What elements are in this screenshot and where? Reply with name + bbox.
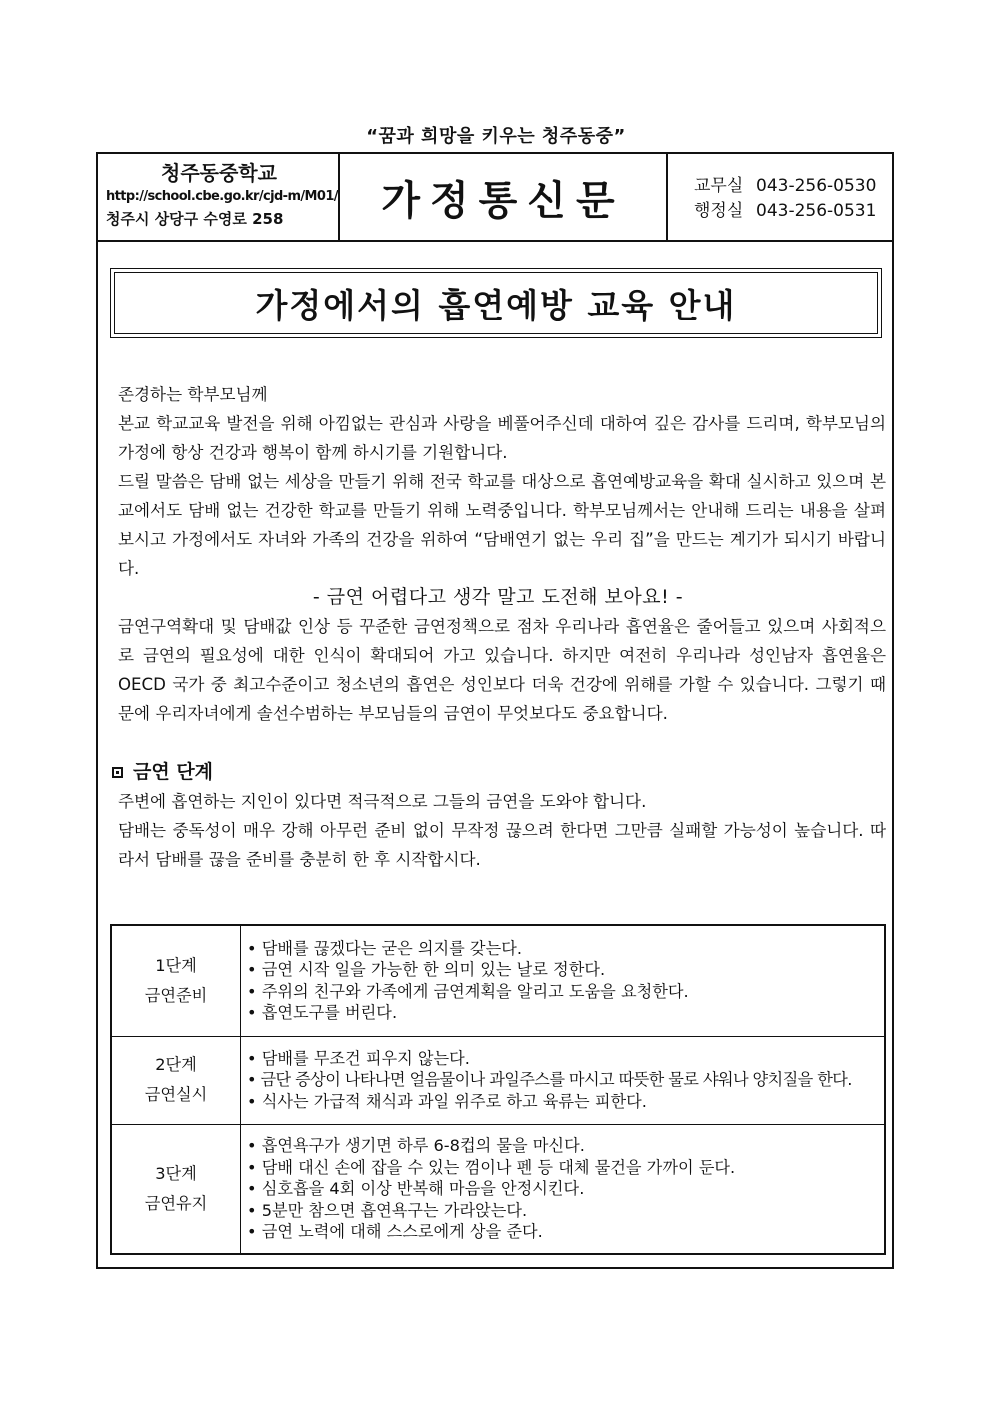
list-item: • 금연 노력에 대해 스스로에게 상을 준다. [247, 1221, 878, 1243]
step-name: 금연유지 [144, 1193, 208, 1213]
list-item: • 금연 시작 일을 가능한 한 의미 있는 날로 정한다. [247, 959, 878, 981]
contact-label: 교무실 [694, 176, 744, 196]
step-items-cell [241, 1036, 886, 1124]
step-label-cell [111, 925, 241, 1036]
table-row [111, 1124, 885, 1254]
slogan: - 금연 어렵다고 생각 말고 도전해 보아요! - [312, 586, 684, 608]
intro-paragraph: 드릴 말씀은 담배 없는 세상을 만들기 위해 전국 학교를 대상으로 흡연예방교육을 확대 실시하고 있으며 본교에서도 담배 없는 건강한 학교를 만들기 위해 노력중입니다. 학부모님께서는 안내해 드리는 내용을 살펴보시고 가정에서도 자녀와 가족의 건강을 위하여 “담배연기 없는 우리 집”을 만드는 계기가 되시기 바랍니다. [118, 472, 886, 578]
step-items-cell [241, 925, 886, 1036]
list-item: • 심호흡을 4회 이상 반복해 마음을 안정시킨다. [247, 1178, 878, 1200]
square-bullet-icon [112, 767, 123, 778]
list-item: • 담배를 무조건 피우지 않는다. [247, 1048, 878, 1070]
contact-phone: 043-256-0531 [756, 201, 877, 221]
section-line: 주변에 흡연하는 지인이 있다면 적극적으로 그들의 금연을 도와야 합니다. [118, 792, 647, 811]
list-item: • 흡연욕구가 생기면 하루 6-8컵의 물을 마신다. [247, 1135, 878, 1157]
contact-label: 행정실 [694, 201, 744, 221]
list-item: • 담배를 끊겠다는 굳은 의지를 갖는다. [247, 938, 878, 960]
newsletter-title: 가정통신문 [340, 154, 668, 240]
step-name: 금연준비 [144, 985, 208, 1005]
contact-row [694, 199, 892, 224]
policy-paragraph: 금연구역확대 및 담배값 인상 등 꾸준한 금연정책으로 점차 우리나라 흡연율은 줄어들고 있으며 사회적으로 금연의 필요성에 대한 인식이 확대되어 가고 있습니다. 하지만 여전히 우리나라 성인남자 흡연율은 OECD 국가 중 최고수준이고 청소년의 흡연은 성인보다 더욱 건강에 위해를 가할 수 있습니다. 그렇기 때문에 우리자녀에게 솔선수범하는 부모님들의 금연이 무엇보다도 중요합니다. [118, 617, 886, 723]
letter-body [110, 380, 886, 874]
step-label-cell [111, 1124, 241, 1254]
contact-phone: 043-256-0530 [756, 176, 877, 196]
table-row [111, 1036, 885, 1124]
title-box [110, 268, 882, 338]
list-item: • 금단 증상이 나타나면 얼음물이나 과일주스를 마시고 따뜻한 물로 샤워나 양치질을 한다. [247, 1069, 878, 1091]
list-item: • 담배 대신 손에 잡을 수 있는 껌이나 펜 등 대체 물건을 가까이 둔다. [247, 1157, 878, 1179]
step-number: 2단계 [155, 1055, 197, 1074]
motto: “꿈과 희망을 키우는 청주동중” [366, 126, 626, 147]
document-title: 가정에서의 흡연예방 교육 안내 [114, 272, 878, 334]
intro-paragraph: 본교 학교교육 발전을 위해 아낌없는 관심과 사랑을 베풀어주신데 대하여 깊은 감사를 드리며, 학부모님의 가정에 항상 건강과 행복이 함께 하시기를 기원합니다. [118, 414, 886, 462]
step-name: 금연실시 [144, 1085, 208, 1104]
step-number: 3단계 [155, 1163, 197, 1183]
school-url[interactable]: http://school.cbe.go.kr/cjd-m/M01/ [106, 189, 338, 204]
header [98, 154, 892, 242]
step-number: 1단계 [155, 955, 197, 975]
greeting: 존경하는 학부모님께 [118, 385, 268, 404]
table-row [111, 925, 885, 1036]
list-item: • 주위의 친구와 가족에게 금연계획을 알리고 도움을 요청한다. [247, 981, 878, 1003]
section-title: 금연 단계 [133, 761, 214, 783]
school-name: 청주동중학교 [161, 161, 277, 185]
contact-info [668, 154, 892, 240]
section-heading [110, 758, 886, 787]
step-label-cell [111, 1036, 241, 1124]
list-item: • 5분만 참으면 흡연욕구는 가라앉는다. [247, 1200, 878, 1222]
section-line: 담배는 중독성이 매우 강해 아무런 준비 없이 무작정 끊으려 한다면 그만큼 실패할 가능성이 높습니다. 따라서 담배를 끊을 준비를 충분히 한 후 시작합시다. [118, 821, 886, 869]
contact-row [694, 174, 892, 199]
school-address: 청주시 상당구 수영로 258 [106, 210, 284, 228]
newsletter-frame [96, 152, 894, 1269]
step-items-cell [241, 1124, 886, 1254]
school-info [98, 154, 340, 240]
list-item: • 흡연도구를 버린다. [247, 1002, 878, 1024]
list-item: • 식사는 가급적 채식과 과일 위주로 하고 육류는 피한다. [247, 1091, 878, 1113]
quit-steps-table [110, 924, 886, 1255]
